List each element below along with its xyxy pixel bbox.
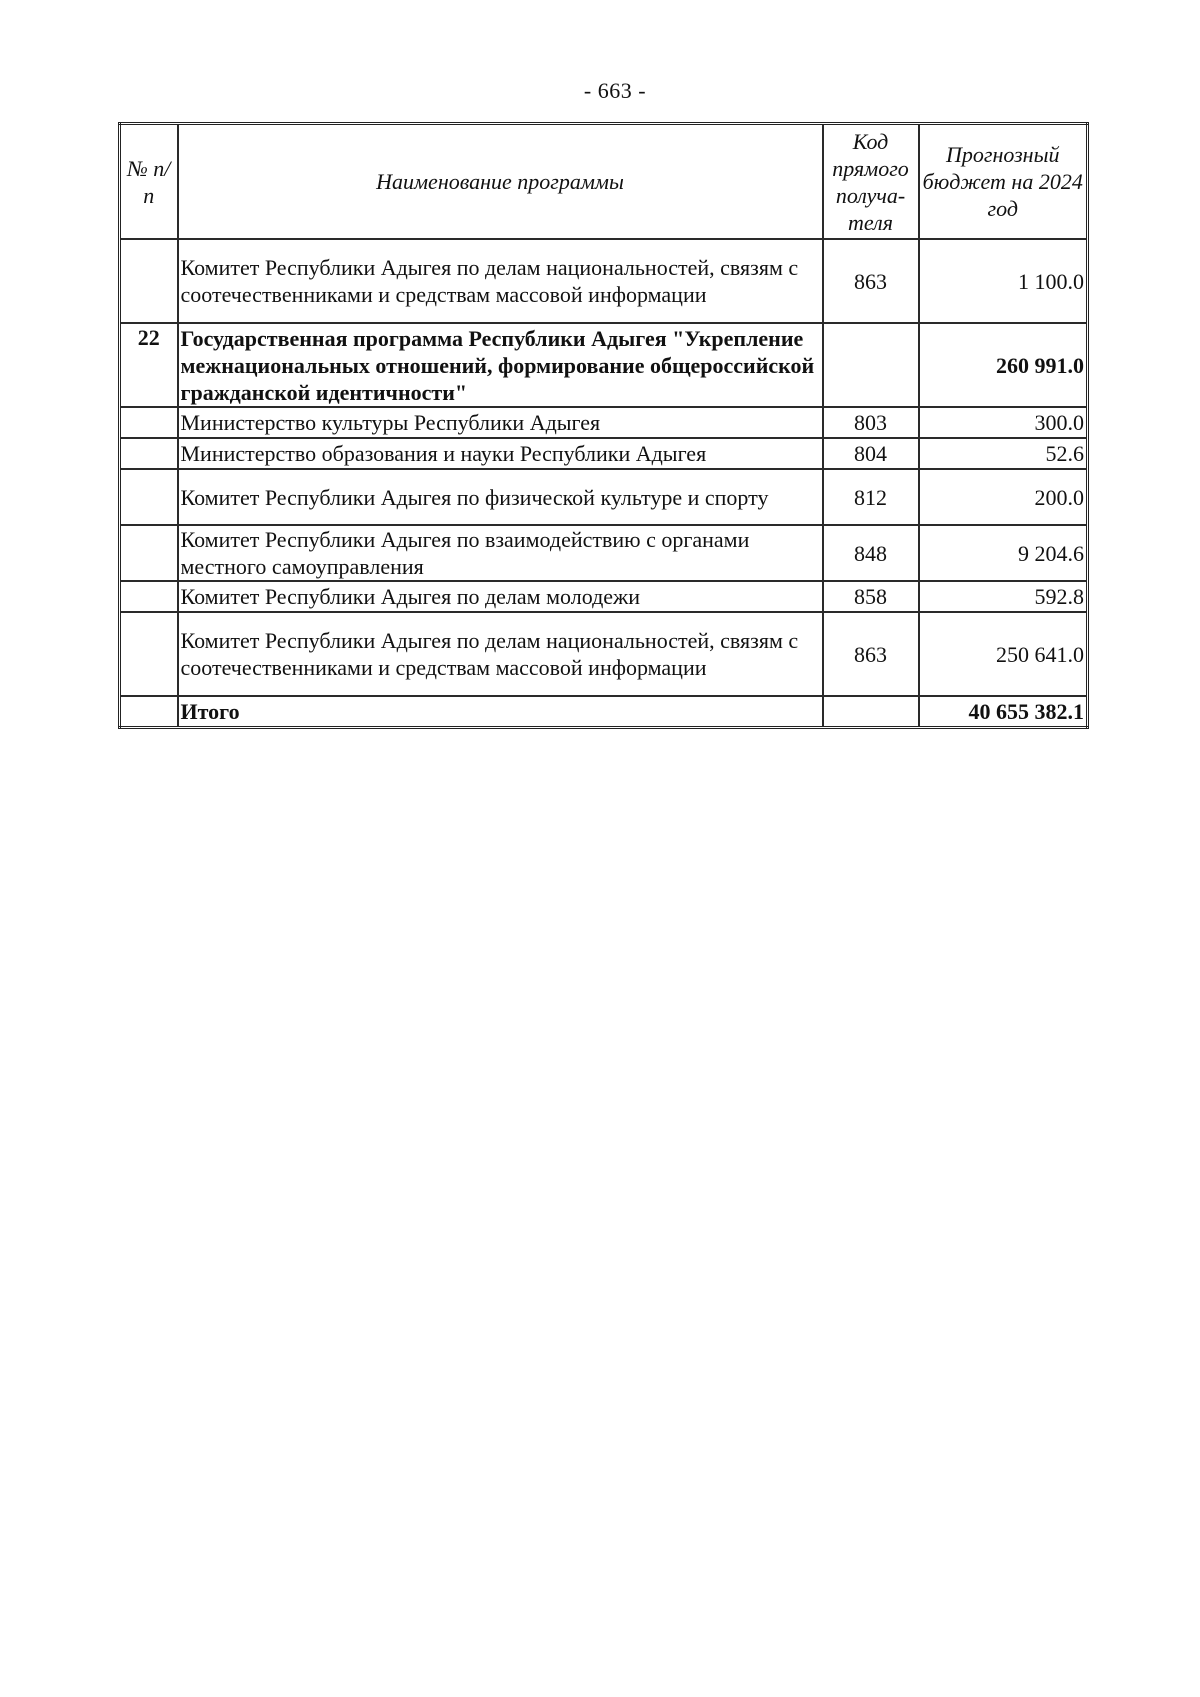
row-code: 812 bbox=[823, 469, 919, 525]
header-code: Код прямого получа- теля bbox=[823, 124, 919, 240]
row-sum: 260 991.0 bbox=[919, 323, 1088, 407]
table-header-row bbox=[120, 124, 1088, 240]
table-row bbox=[120, 239, 1088, 323]
page-number: - 663 - bbox=[583, 78, 647, 103]
row-sum: 592.8 bbox=[919, 581, 1088, 612]
row-num: 22 bbox=[120, 323, 178, 407]
header-sum: Прогнозный бюджет на 2024 год bbox=[919, 124, 1088, 240]
row-num bbox=[120, 407, 178, 438]
row-num bbox=[120, 525, 178, 581]
table-row bbox=[120, 469, 1088, 525]
row-num bbox=[120, 612, 178, 696]
row-name: Комитет Республики Адыгея по делам национальностей, связям с соотечественниками и средствам массовой информации bbox=[178, 239, 823, 323]
row-code: 863 bbox=[823, 612, 919, 696]
row-name: Министерство культуры Республики Адыгея bbox=[178, 407, 823, 438]
table-row bbox=[120, 612, 1088, 696]
row-name: Комитет Республики Адыгея по физической культуре и спорту bbox=[178, 469, 823, 525]
row-code: 858 bbox=[823, 581, 919, 612]
table-row bbox=[120, 438, 1088, 469]
row-sum: 52.6 bbox=[919, 438, 1088, 469]
row-num bbox=[120, 581, 178, 612]
header-num: № п/п bbox=[120, 124, 178, 240]
row-code: 803 bbox=[823, 407, 919, 438]
header-name: Наименование программы bbox=[178, 124, 823, 240]
row-code: 863 bbox=[823, 239, 919, 323]
row-name: Государственная программа Республики Адыгея "Укрепление межнациональных отношений, формирование общероссийской гражданской идентичности" bbox=[178, 323, 823, 407]
row-code bbox=[823, 323, 919, 407]
row-name: Комитет Республики Адыгея по делам национальностей, связям с соотечественниками и средствам массовой информации bbox=[178, 612, 823, 696]
row-name: Комитет Республики Адыгея по делам молодежи bbox=[178, 581, 823, 612]
row-code: 804 bbox=[823, 438, 919, 469]
program-row bbox=[120, 323, 1088, 407]
budget-table bbox=[118, 122, 1089, 729]
row-sum: 300.0 bbox=[919, 407, 1088, 438]
total-row bbox=[120, 696, 1088, 728]
row-name: Комитет Республики Адыгея по взаимодействию с органами местного самоуправления bbox=[178, 525, 823, 581]
table-row bbox=[120, 407, 1088, 438]
total-sum: 40 655 382.1 bbox=[919, 696, 1088, 728]
table-row bbox=[120, 525, 1088, 581]
row-code: 848 bbox=[823, 525, 919, 581]
total-code bbox=[823, 696, 919, 728]
row-name: Министерство образования и науки Республики Адыгея bbox=[178, 438, 823, 469]
row-num bbox=[120, 438, 178, 469]
row-sum: 250 641.0 bbox=[919, 612, 1088, 696]
row-num bbox=[120, 239, 178, 323]
row-sum: 1 100.0 bbox=[919, 239, 1088, 323]
row-sum: 9 204.6 bbox=[919, 525, 1088, 581]
total-label: Итого bbox=[178, 696, 823, 728]
total-num bbox=[120, 696, 178, 728]
table-row bbox=[120, 581, 1088, 612]
row-num bbox=[120, 469, 178, 525]
row-sum: 200.0 bbox=[919, 469, 1088, 525]
